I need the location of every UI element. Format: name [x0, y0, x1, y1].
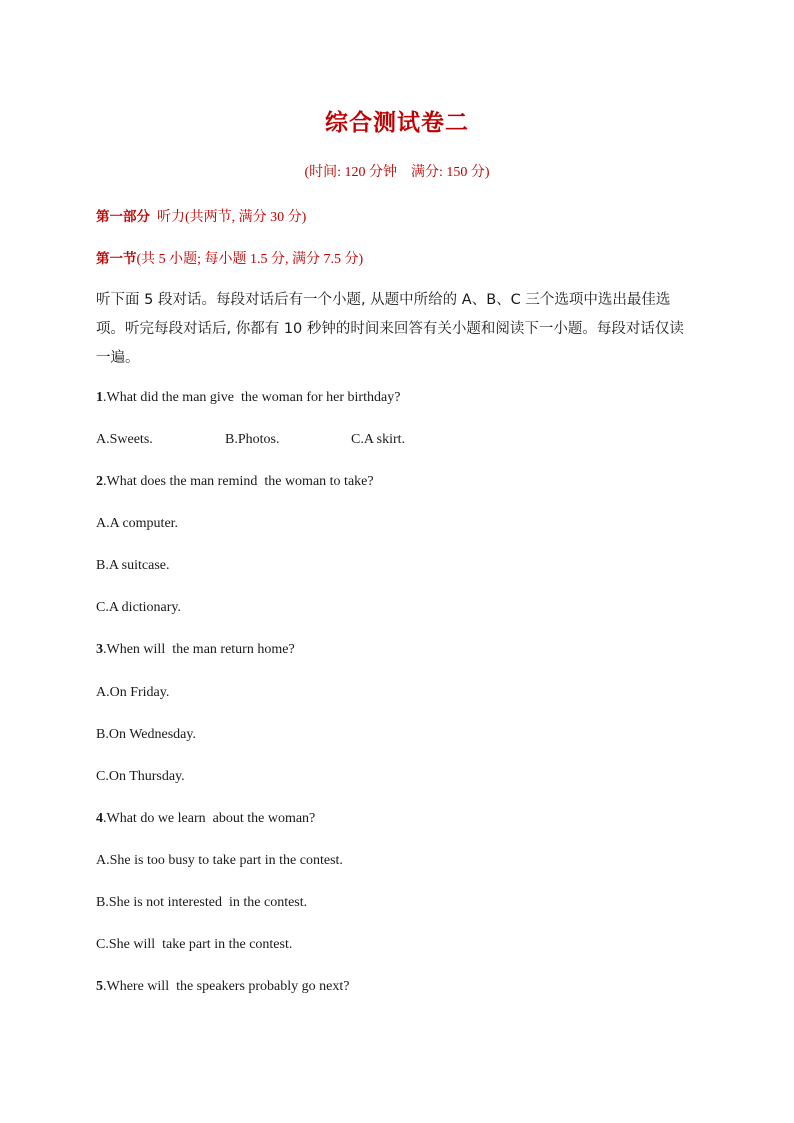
section-label: 第一节	[96, 251, 137, 267]
question-number: 4	[96, 811, 103, 826]
option-b: B.She is not interested in the contest.	[96, 895, 308, 910]
question-5	[96, 979, 349, 995]
question-number: 3	[96, 642, 103, 657]
option-a: A.She is too busy to take part in the contest.	[96, 853, 343, 868]
question-1-options	[96, 432, 405, 448]
part-info: 听力(共两节, 满分 30 分)	[157, 210, 307, 225]
question-text: .Where will the speakers probably go next?	[103, 979, 350, 994]
part-heading	[96, 205, 306, 226]
question-text: .What does the man remind the woman to take?	[103, 474, 374, 489]
option-b: B.A suitcase.	[96, 558, 170, 573]
question-number: 2	[96, 474, 103, 489]
listening-instructions: 听下面 5 段对话。每段对话后有一个小题, 从题中所给的 A、B、C 三个选项中选出最佳选项。听完每段对话后, 你都有 10 秒钟的时间来回答有关小题和阅读下一小题。每段对话仅读一遍。	[96, 292, 684, 366]
question-text: .When will the man return home?	[103, 642, 295, 657]
exam-time-and-score: (时间: 120 分钟 满分: 150 分)	[304, 165, 490, 180]
option-c: C.On Thursday.	[96, 769, 185, 784]
section-info: (共 5 小题; 每小题 1.5 分, 满分 7.5 分)	[136, 252, 364, 267]
option-b: B.Photos.	[225, 432, 280, 447]
option-c: C.A skirt.	[351, 432, 406, 447]
page-title: 综合测试卷二	[325, 110, 469, 136]
option-a: A.A computer.	[96, 516, 179, 531]
part-label: 第一部分	[96, 209, 150, 225]
option-a: A.Sweets.	[96, 432, 153, 447]
question-3	[96, 642, 295, 658]
question-4	[96, 811, 315, 827]
question-number: 1	[96, 390, 103, 405]
question-2	[96, 474, 374, 490]
question-text: .What did the man give the woman for her birthday?	[103, 390, 401, 405]
question-number: 5	[96, 979, 103, 994]
option-b: B.On Wednesday.	[96, 727, 196, 742]
section-heading	[96, 247, 363, 268]
option-c: C.She will take part in the contest.	[96, 937, 293, 952]
question-text: .What do we learn about the woman?	[103, 811, 316, 826]
option-a: A.On Friday.	[96, 685, 170, 700]
option-c: C.A dictionary.	[96, 600, 182, 615]
question-1	[96, 390, 400, 406]
